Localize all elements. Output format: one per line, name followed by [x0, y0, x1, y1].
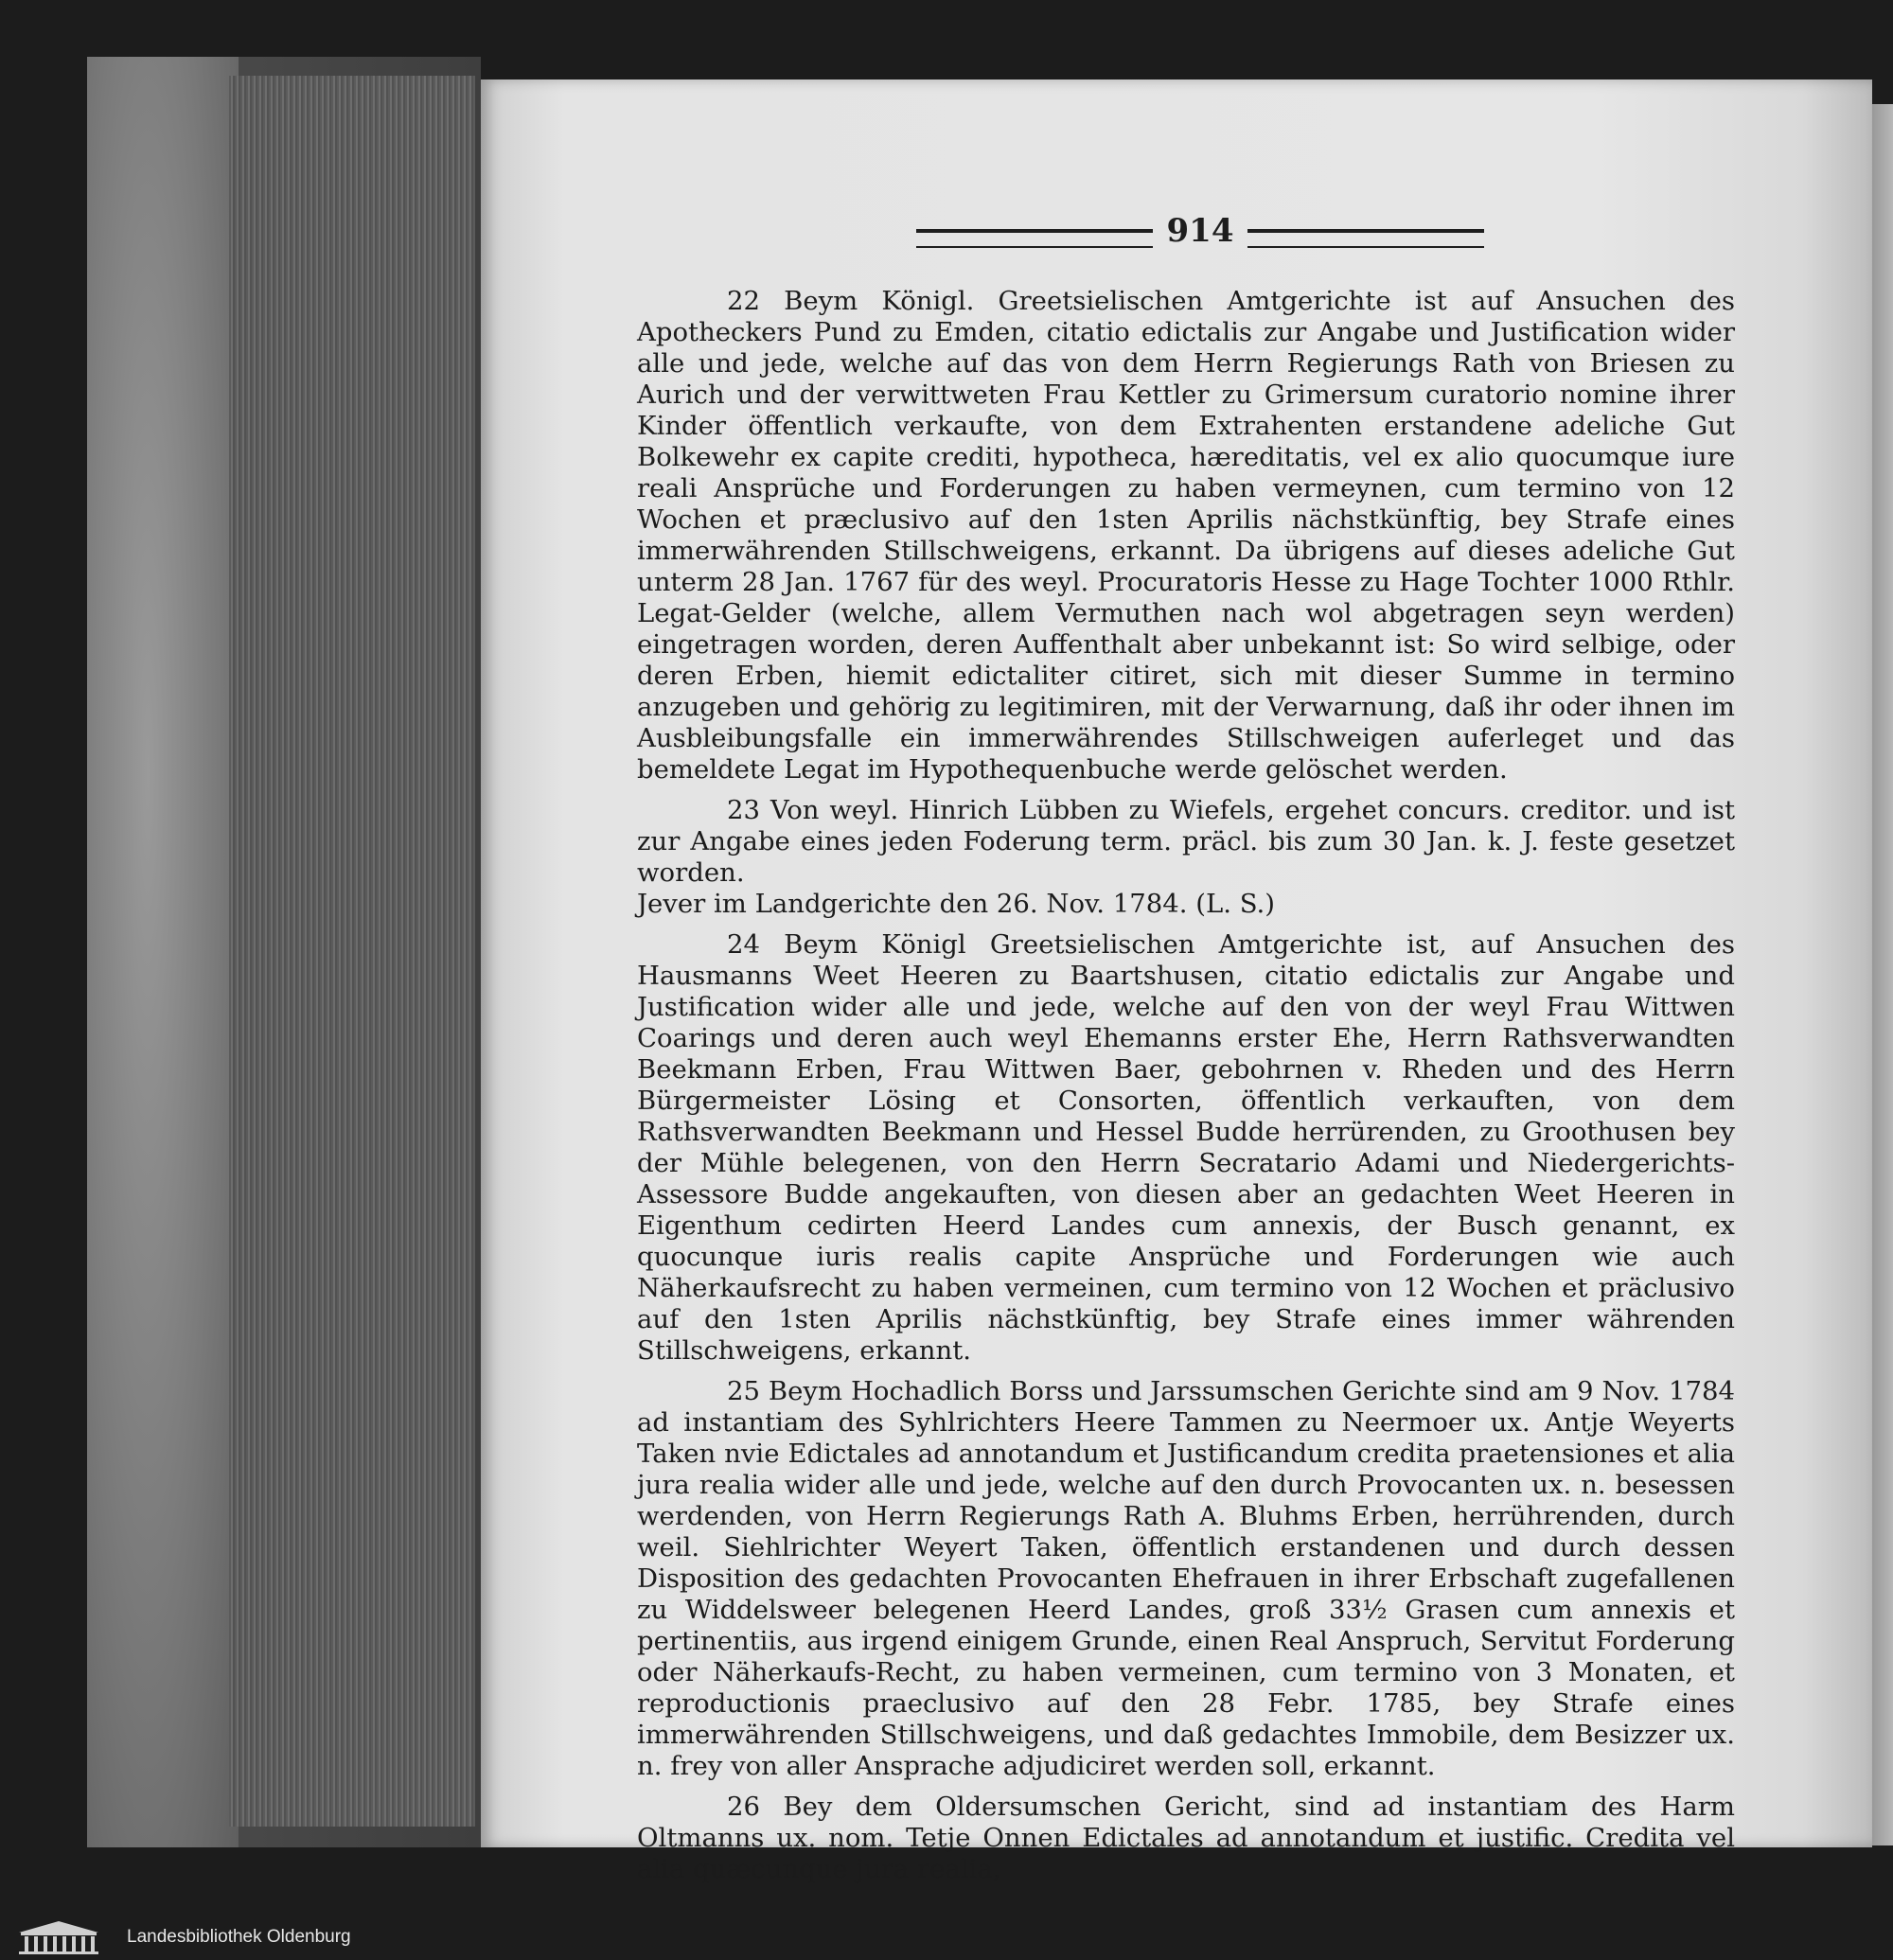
page-text: [637, 286, 1735, 1895]
footer-bar: [0, 1914, 1893, 1960]
entry-24: 24 Beym Königl Greetsielischen Amtgerichte ist, auf Ansuchen des Hausmanns Weet Heeren zu Baartshusen, citatio edictalis zur Angabe und Justification wider alle und jede, welche auf den von der weyl Frau Wittwen Coarings und deren auch weyl Ehemanns erster Ehe, Herrn Rathsverwandten Beekmann Erben, Frau Wittwen Baer, gebohrnen v. Rheden und des Herrn Bürgermeister Lösing et Consorten, öffentlich verkauften, von dem Rathsverwandten Beekmann und Hessel Budde herrürenden, zu Groothusen bey der Mühle belegenen, von den Herrn Secratario Adami und Niedergerichts-Assessore Budde angekauften, von diesen aber an gedachten Weet Heeren in Eigenthum cedirten Heerd Landes cum annexis, der Busch genannt, ex quocunque iuris realis capite Ansprüche und Forderungen wie auch Näherkaufsrecht zu haben vermeinen, cum termino von 12 Wochen et präclusivo auf den 1sten Aprilis nächstkünftig, bey Strafe eines immer währenden Stillschweigens, erkannt.: [637, 929, 1735, 1366]
entry-22: 22 Beym Königl. Greetsielischen Amtgerichte ist auf Ansuchen des Apotheckers Pund zu Emden, citatio edictalis zur Angabe und Justification wider alle und jede, welche auf das von dem Herrn Regierungs Rath von Briesen zu Aurich und der verwittweten Frau Kettler zu Grimersum curatorio nomine ihrer Kinder öffentlich verkaufte, von dem Extrahenten erstandene adeliche Gut Bolkewehr ex capite crediti, hypotheca, hæreditatis, vel ex alio quocumque iure reali Ansprüche und Forderungen zu haben vermeynen, cum termino von 12 Wochen et præclusivo auf den 1sten Aprilis nächstkünftig, bey Strafe eines immerwährenden Stillschweigens, erkannt. Da übrigens auf dieses adeliche Gut unterm 28 Jan. 1767 für des weyl. Procuratoris Hesse zu Hage Tochter 1000 Rthlr. Legat-Gelder (welche, allem Vermuthen nach wol abgetragen seyn werden) eingetragen worden, deren Auffenthalt aber unbekannt ist: So wird selbige, oder deren Erben, hiemit edictaliter citiret, sich mit dieser Summe in termino anzugeben und gehörig zu legitimiren, mit der Verwarnung, daß ihr oder ihnen im Ausbleibungsfalle ein immerwährendes Stillschweigen auferleget und das bemeldete Legat im Hypothequenbuche werde gelöschet werden.: [637, 286, 1735, 785]
page-block-edge: [229, 76, 475, 1827]
book-page: [481, 79, 1872, 1884]
library-name: Landesbibliothek Oldenburg: [127, 1927, 351, 1947]
entry-25: 25 Beym Hochadlich Borss und Jarssumschen Gerichte sind am 9 Nov. 1784 ad instantiam des Syhlrichters Heere Tammen zu Neermoer ux. Antje Weyerts Taken nvie Edictales ad annotandum et Justificandum credita praetensiones et alia jura realia wider alle und jede, welche auf den durch Provocanten ux. n. besessen werdenden, von Herrn Regierungs Rath A. Bluhms Erben, herrührenden, durch weil. Siehlrichter Weyert Taken, öffentlich erstandenen und durch dessen Disposition des gedachten Provocanten Ehefrauen in ihrer Erbschaft zugefallenen zu Widdelsweer belegenen Heerd Landes, groß 33½ Grasen cum annexis et pertinentiis, aus irgend einigem Grunde, einen Real Anspruch, Servitut Forderung oder Näherkaufs-Recht, zu haben vermeinen, cum termino von 3 Monaten, et reproductionis praeclusivo auf den 28 Febr. 1785, bey Strafe eines immerwährenden Stillschweigens, und daß gedachtes Immobile, dem Besizzer ux. n. frey von aller Ansprache adjudiciret werden soll, erkannt.: [637, 1376, 1735, 1781]
library-building-icon: [11, 1919, 106, 1955]
header-rule-right: [1247, 229, 1484, 248]
page-number: 914: [1166, 212, 1234, 250]
book-page-edges: [87, 57, 481, 1847]
book-cover: [87, 57, 239, 1847]
entry-26: 26 Bey dem Oldersumschen Gericht, sind ad instantiam des Harm Oltmanns ux. nom. Tetje Onnen Edictales ad annotandum et justific. Credita vel alia quæcunque jura realia,: [637, 1792, 1735, 1884]
entry-23: 23 Von weyl. Hinrich Lübben zu Wiefels, ergehet concurs. creditor. und ist zur Angabe eines jeden Foderung term. präcl. bis zum 30 Jan. k. J. feste gesetzet worden.: [637, 795, 1735, 888]
header-rule-left: [916, 229, 1153, 248]
page-header: [916, 212, 1541, 256]
signature-line: Jever im Landgerichte den 26. Nov. 1784. (L. S.): [637, 889, 1276, 919]
